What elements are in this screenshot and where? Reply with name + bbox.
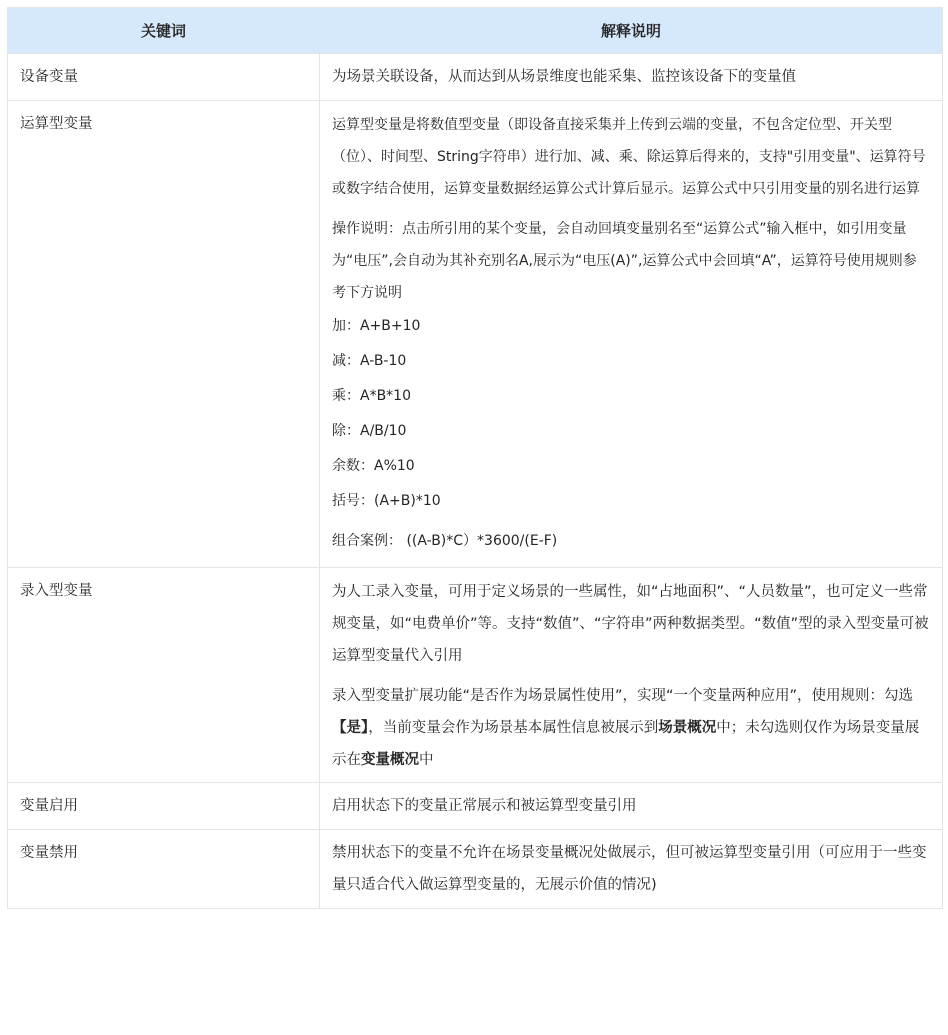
table-header-row xyxy=(8,8,943,54)
extension-bold-yes: 【是】 xyxy=(332,720,369,736)
extension-bold-scene-overview: 场景概况 xyxy=(658,720,717,736)
operator-multiply: 乘：A*B*10 xyxy=(332,388,411,404)
keyword-cell: 录入型变量 xyxy=(8,568,320,783)
operator-parentheses: 括号：(A+B)*10 xyxy=(332,493,441,509)
extension-text: 录入型变量扩展功能“是否作为场景属性使用”，实现“一个变量两种应用”，使用规则：勾选 xyxy=(332,688,914,704)
description-text: 启用状态下的变量正常展示和被运算型变量引用 xyxy=(332,798,637,814)
description-cell xyxy=(320,830,943,909)
operator-remainder: 余数：A%10 xyxy=(332,458,415,474)
description-cell xyxy=(320,783,943,830)
keyword-cell: 变量启用 xyxy=(8,783,320,830)
description-cell xyxy=(320,101,943,568)
operator-divide: 除：A/B/10 xyxy=(332,423,407,439)
extension-text: 中 xyxy=(419,752,434,768)
description-cell xyxy=(320,568,943,783)
extension-bold-variable-overview: 变量概况 xyxy=(361,752,419,768)
extension-text: 中；未勾选则仅作为场景变量展示在 xyxy=(332,720,920,768)
table-row-disable-variable xyxy=(8,830,943,909)
header-keyword: 关键词 xyxy=(8,8,320,54)
header-explanation: 解释说明 xyxy=(320,8,943,54)
keyword-cell: 运算型变量 xyxy=(8,101,320,568)
keyword-cell: 设备变量 xyxy=(8,54,320,101)
extension-text: ，当前变量会作为场景基本属性信息被展示到 xyxy=(368,720,659,736)
operation-instructions: 操作说明：点击所引用的某个变量，会自动回填变量别名至“运算公式”输入框中，如引用变量为“电压”,会自动为其补充别名A,展示为“电压(A)”,运算公式中会回填“A”，运算符号使用规则参考下方说明 xyxy=(332,221,917,301)
table-row-device-variable xyxy=(8,54,943,101)
operator-add: 加：A+B+10 xyxy=(332,318,421,334)
operator-subtract: 减：A-B-10 xyxy=(332,353,407,369)
table-row-enable-variable xyxy=(8,783,943,830)
combination-example: 组合案例： ((A-B)*C）*3600/(E-F) xyxy=(332,533,558,549)
description-text: 为场景关联设备，从而达到从场景维度也能采集、监控该设备下的变量值 xyxy=(332,69,796,85)
description-cell xyxy=(320,54,943,101)
description-text: 为人工录入变量，可用于定义场景的一些属性，如“占地面积”、“人员数量”，也可定义一些常规变量，如“电费单价”等。支持“数值”、“字符串”两种数据类型。“数值”型的录入型变量可被运算型变量代入引用 xyxy=(332,584,929,664)
table-row-calc-variable xyxy=(8,101,943,568)
keyword-explanation-table xyxy=(7,7,943,909)
description-text: 禁用状态下的变量不允许在场景变量概况处做展示，但可被运算型变量引用（可应用于一些变量只适合代入做运算型变量的，无展示价值的情况) xyxy=(332,845,927,893)
table-row-input-variable xyxy=(8,568,943,783)
extension-description xyxy=(332,680,930,776)
keyword-cell: 变量禁用 xyxy=(8,830,320,909)
description-text: 运算型变量是将数值型变量（即设备直接采集并上传到云端的变量，不包含定位型、开关型（位）、时间型、String字符串）进行加、减、乘、除运算后得来的，支持"引用变量"、运算符号或数字结合使用，运算变量数据经运算公式计算后显示。运算公式中只引用变量的别名进行运算 xyxy=(332,117,926,197)
